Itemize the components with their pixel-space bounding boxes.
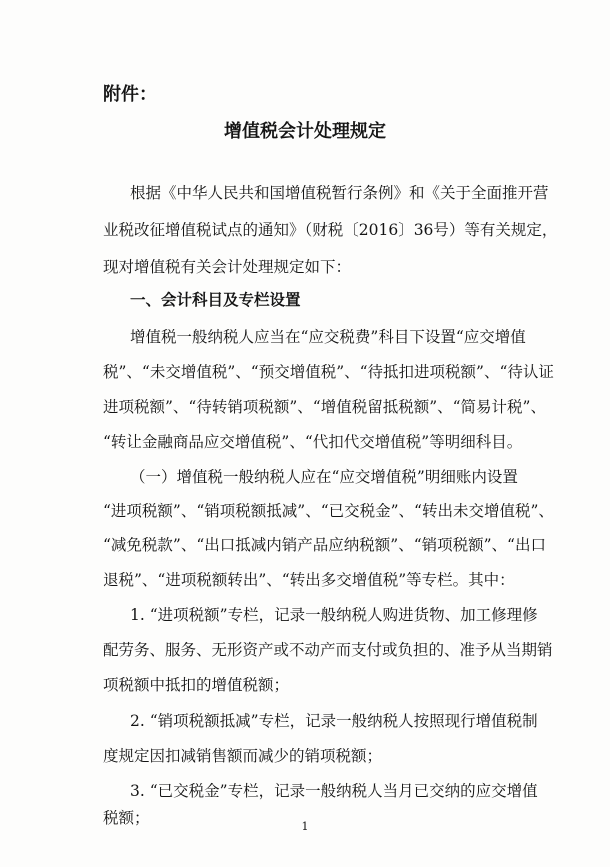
paragraph-line: 配劳务、服务、无形资产或不动产而支付或负担的、准予从当期销: [103, 641, 553, 659]
paragraph-line: 2. “销项税额抵减”专栏，记录一般纳税人按照现行增值税制: [130, 712, 538, 730]
paragraph-line: 现对增值税有关会计处理规定如下：: [103, 258, 352, 276]
attachment-label: 附件：: [103, 84, 157, 105]
paragraph-line: 增值税一般纳税人应当在“应交税费”科目下设置“应交增值: [130, 328, 526, 346]
paragraph-line: 度规定因扣减销售额而减少的销项税额；: [103, 747, 383, 765]
paragraph-line: 税额；: [103, 809, 150, 827]
paragraph-line: 3. “已交税金”专栏，记录一般纳税人当月已交纳的应交增值: [130, 782, 538, 800]
paragraph-line: 根据《中华人民共和国增值税暂行条例》和《关于全面推开营: [130, 184, 549, 202]
paragraph-line: 项税额中抵扣的增值税额；: [103, 676, 290, 694]
paragraph-line: 退税”、“进项税额转出”、“转出多交增值税”等专栏。其中：: [103, 571, 515, 589]
paragraph-line: “转让金融商品应交增值税”、“代扣代交增值税”等明细科目。: [103, 433, 523, 451]
paragraph-line: 业税改征增值税试点的通知》（财税〔2016〕36号）等有关规定，: [103, 221, 558, 239]
page-number: 1: [301, 820, 309, 833]
paragraph-line: “进项税额”、“销项税额抵减”、“已交税金”、“转出未交增值税”、: [103, 502, 554, 520]
paragraph-line: 1. “进项税额”专栏，记录一般纳税人购进货物、加工修理修: [130, 606, 538, 624]
section-heading: 一、会计科目及专栏设置: [130, 291, 301, 309]
paragraph-line: “减免税款”、“出口抵减内销产品应纳税额”、“销项税额”、“出口: [103, 536, 546, 554]
document-title: 增值税会计处理规定: [224, 121, 386, 142]
paragraph-line: 进项税额”、“待转销项税额”、“增值税留抵税额”、“简易计税”、: [103, 398, 546, 416]
paragraph-line: （一）增值税一般纳税人应在“应交增值税”明细账内设置: [130, 468, 518, 486]
paragraph-line: 税”、“未交增值税”、“预交增值税”、“待抵扣进项税额”、“待认证: [103, 363, 554, 381]
